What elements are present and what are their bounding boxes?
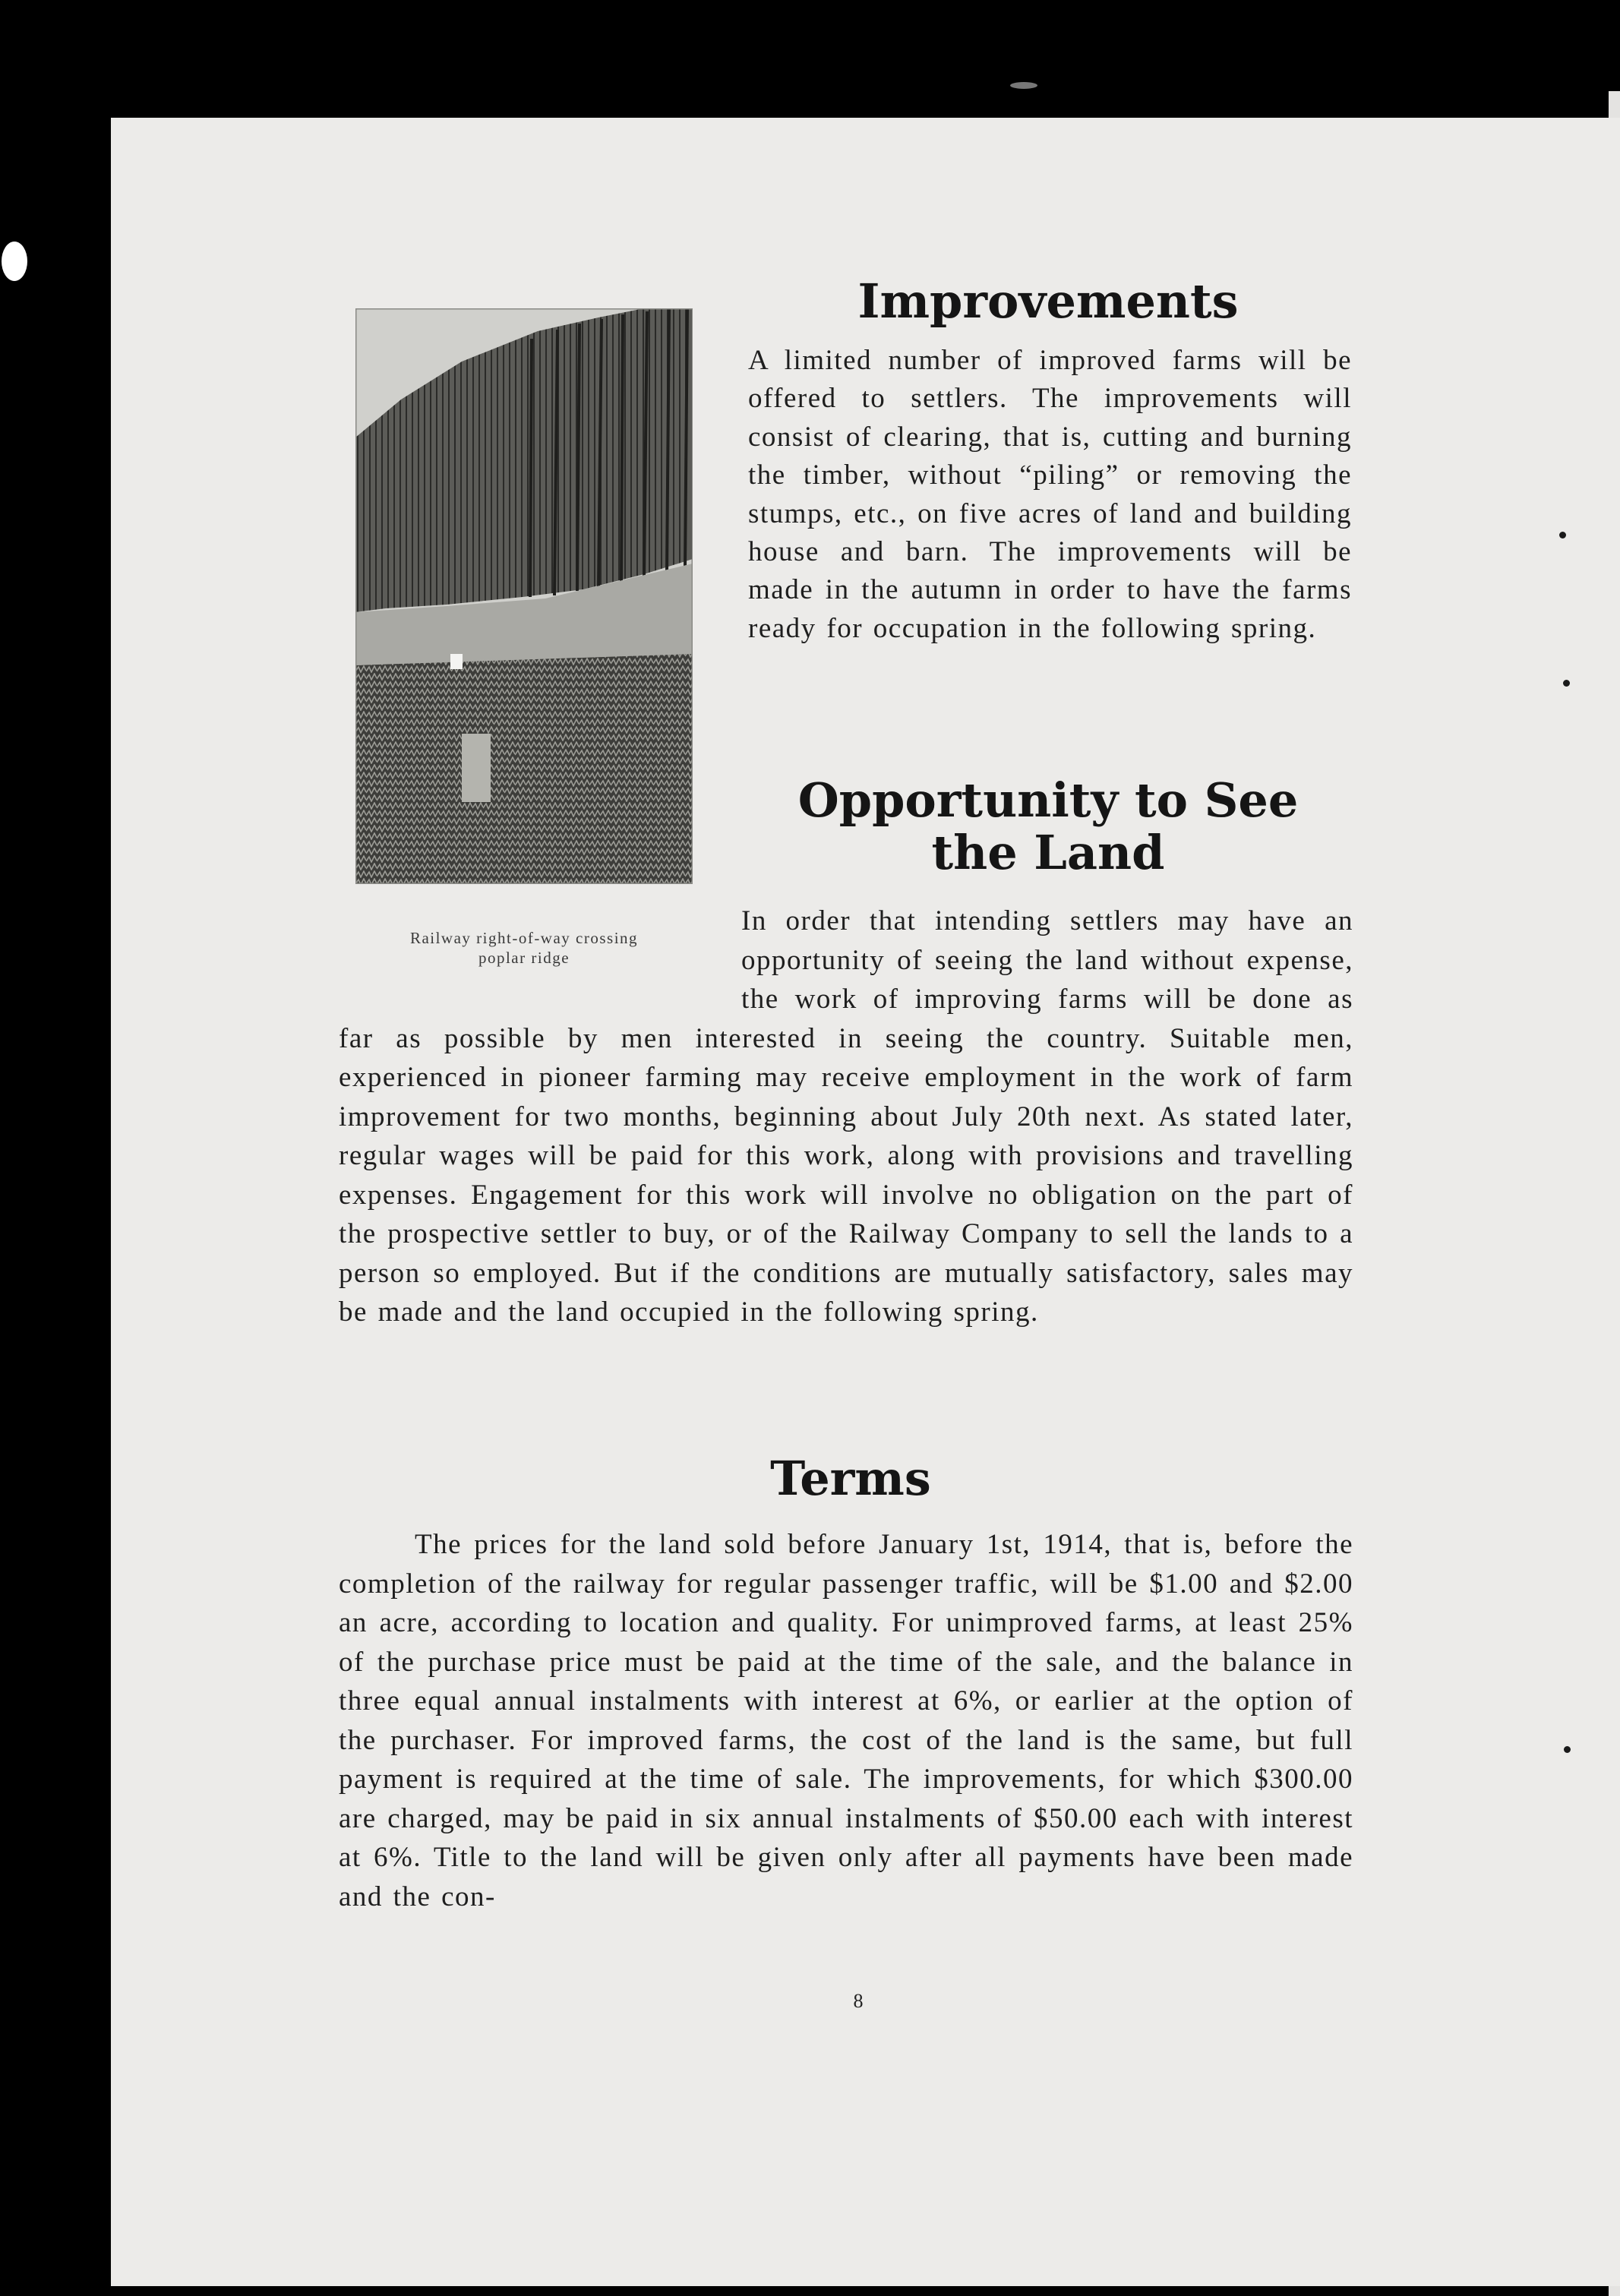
opportunity-paragraph: In order that intending settlers may have an opportunity of seeing the land without expense, the work of improving farms will be done as far as possible by men interested in seeing the country. Suitable men, experienced in pioneer farming may receive employment in the work of farm improvement for two months, beginning about July 20th next. As stated later, regular wages will be paid for this work, along with provisions and travelling expenses. Engagement for this work will involve no obligation on the part of the prospective settler to buy, or of the Railway Company to sell the lands to a person so employed. But if the conditions are mutually satisfactory, sales may be made and the land occupied in the following spring. — [339, 905, 1353, 1328]
caption-spacer — [339, 902, 741, 1015]
railway-photo — [355, 308, 693, 884]
opportunity-heading-line: Opportunity to See — [797, 772, 1299, 828]
scan-dot — [1559, 532, 1566, 538]
caption-line: Railway right-of-way crossing — [409, 929, 639, 947]
scan-speck — [1010, 82, 1037, 89]
page-number: 8 — [853, 1990, 864, 2012]
scan-speck — [2, 242, 27, 281]
opportunity-section — [339, 902, 1353, 1433]
terms-paragraph: The prices for the land sold before January 1st, 1914, that is, before the completion of the railway for regular passenger traffic, will be $1.00 and $2.00 an acre, according to location and quality. For unimproved farms, at least 25% of the purchase price must be paid at the time of the sale, and the balance in three equal annual instalments with interest at 6%, or earlier at the option of the purchaser. For improved farms, the cost of the land is the same, but full payment is required at the time of sale. The improvements, for which $300.00 are charged, may be paid in six annual instalments of $50.00 each with interest at 6%. Title to the land will be given only after all payments have been made and the con- — [339, 1529, 1353, 1912]
scan-dot — [1564, 1746, 1571, 1753]
improvements-heading: Improvements — [857, 273, 1239, 329]
improvements-paragraph: A limited number of improved farms will be offered to settlers. The improvements will consist of clearing, that is, cutting and burning the timber, without “piling” or removing the stumps, etc., on five acres of land and building house and barn. The improvements will be made in the autumn in order to have the farms ready for occupation in the following spring. — [748, 345, 1352, 644]
caption-line: poplar ridge — [478, 949, 570, 968]
terms-heading: Terms — [770, 1451, 931, 1506]
opportunity-heading — [782, 774, 1314, 880]
scan-dot — [1563, 680, 1570, 687]
opportunity-heading-line: the Land — [931, 825, 1165, 881]
